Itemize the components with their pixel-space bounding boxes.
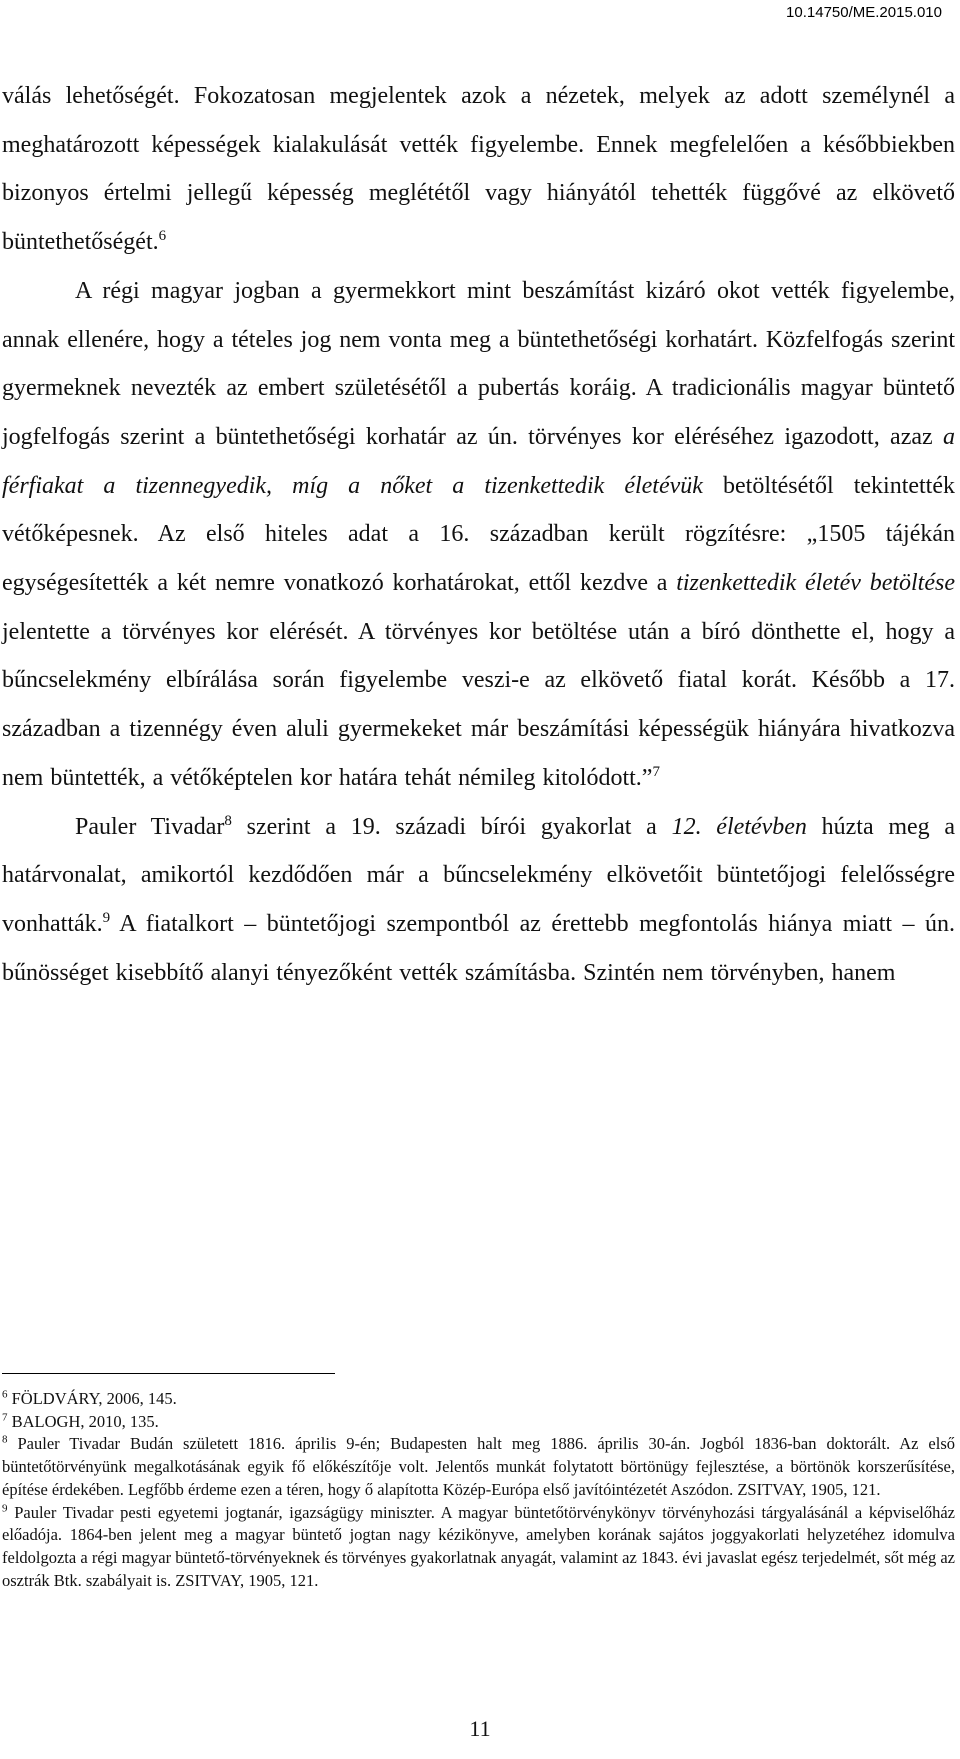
footnote-number: 9 [2,1502,8,1515]
footnote-6 [2,1388,955,1411]
paragraph-3 [2,803,955,998]
footnote-text: Pauler Tivadar Budán született 1816. április 9-én; Budapesten halt meg 1886. április 30-án. Jogból 1836-ban doktorált. Az első büntetőtörvényünk megalkotásának egyik fő előkészítője volt. Jelentős munkát folytatott börtönügy fejlesztése, a börtönök korszerűsítése, építése érdekében. Legfőbb érdeme ezen a téren, hogy ő alapította Közép-Európa első javítóintézetét Aszódon. ZSITVAY, 1905, 121. [2,1434,956,1499]
footnote-ref-6[interactable]: 6 [158,228,167,245]
paragraph-2-text-c: jelentette a törvényes kor elérését. A törvényes kor betöltése után a bíró dönthette el, hogy a bűncselekmény elbírálása során figyelembe veszi-e az elkövető fiatal korát. Később a 17. században a tizennégy éven aluli gyermekeket már beszámítási képességük hiányára hivatkozva nem büntették, a vétőképtelen kor határa tehát némileg kitolódott.” [2,618,955,791]
footnotes [2,1388,955,1592]
paragraph-3-italic: 12. életévben [671,813,807,840]
footnote-9 [2,1502,955,1593]
footnote-8 [2,1433,955,1501]
footnote-7 [2,1411,955,1434]
paragraph-3-text-b: szerint a 19. századi bírói gyakorlat a [246,813,657,840]
footnote-number: 7 [2,1411,8,1424]
footnote-ref-8[interactable]: 8 [224,812,232,829]
paragraph-2-text-a: A régi magyar jogban a gyermekkort mint beszámítást kizáró okot vették figyelembe, annak ellenére, hogy a tételes jog nem vonta meg a büntethetőségi korhatárt. Közfelfogás szerint gyermeknek nevezték az embert születésétől a pubertás koráig. A tradicionális magyar büntető jogfelfogás szerint a büntethetőségi korhatár az ún. törvényes kor eléréséhez igazodott, azaz [2,277,955,450]
paragraph-3-text-c: húzta meg a határvonalat, amikortól kezdődően már a bűncselekmény elkövetőit büntetőjogi felelősségre vonhatták. [2,813,956,937]
paragraph-1-text: válás lehetőségét. Fokozatosan megjelentek azok a nézetek, melyek az adott személynél a meghatározott képességek kialakulását vették figyelembe. Ennek megfelelően a későbbiekben bizonyos értelmi jellegű képesség meglététől vagy hiányától tehették függővé az elkövető büntethetőségét. [2,83,955,256]
footnote-number: 6 [2,1388,8,1401]
paragraph-3-text-a: Pauler Tivadar [75,813,225,840]
footnote-text: Pauler Tivadar pesti egyetemi jogtanár, igazságügy miniszter. A magyar büntetőtörvénykönyv törvényhozási tárgyalásánál a képviselőház előadója. 1864-ben jelent meg a magyar büntető jogtan nagy kézikönyve, amelyben korának sajátos joggyakorlati helyzetéhez idomulva feldolgozta a régi magyar büntető-törvényeknek és törvényes gyakorlatnak anyagát, valamint az 1843. évi javaslat egész terjedelmét, sőt még az osztrák Btk. szabályait is. ZSITVAY, 1905, 121. [2,1502,956,1590]
footnote-text: FÖLDVÁRY, 2006, 145. [11,1389,177,1408]
main-text [2,72,955,997]
doi-header: 10.14750/ME.2015.010 [786,4,942,21]
footnote-ref-7[interactable]: 7 [652,763,660,780]
paragraph-1 [2,72,955,267]
footnote-ref-9[interactable]: 9 [102,909,111,926]
paragraph-2-italic-b: tizenkettedik életév betöltése [676,570,955,597]
page-number: 11 [469,1716,491,1741]
footnote-text: BALOGH, 2010, 135. [11,1411,159,1431]
paragraph-3-text-d: A fiatalkort – büntetőjogi szempontból az érettebb megfontolás hiánya miatt – ún. bűnösséget kisebbítő alanyi tényezőként vették számításba. Szintén nem törvényben, hanem [2,910,955,986]
footnote-divider [2,1373,335,1374]
paragraph-2-text-b: betöltésétől tekintették vétőképesnek. Az első hiteles adat a 16. században került rögzítésre: „1505 tájékán egységesítették a két nemre vonatkozó korhatárokat, ettől kezdve a [2,472,955,597]
paragraph-2 [2,267,955,803]
footnote-number: 8 [2,1433,8,1446]
paragraph-2-italic-a: a férfiakat a tizennegyedik, míg a nőket a tizenkettedik életévük [2,423,956,499]
